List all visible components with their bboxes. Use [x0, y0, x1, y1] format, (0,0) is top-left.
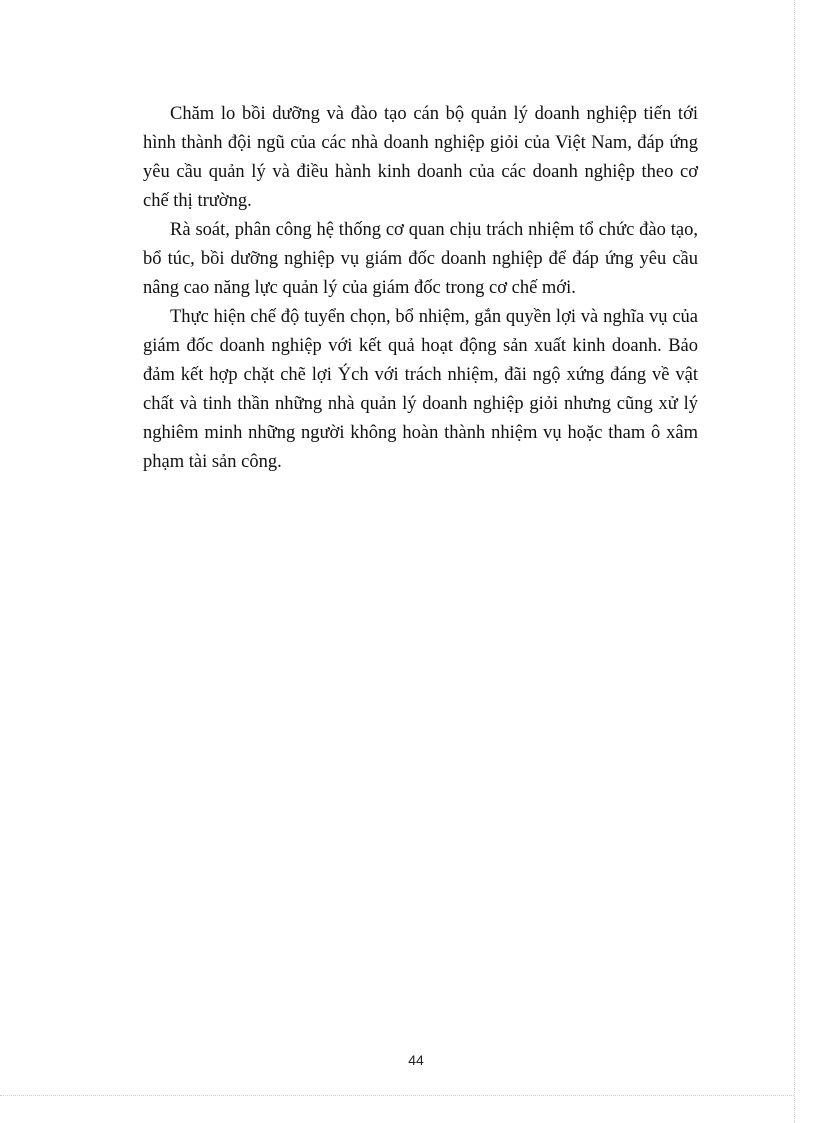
page-edge-right [794, 0, 795, 1123]
page-edge-bottom [0, 1095, 794, 1096]
body-text [143, 100, 698, 477]
paragraph-appointment: Thực hiện chế độ tuyển chọn, bổ nhiệm, gắn quyền lợi và nghĩa vụ của giám đốc doanh nghiệp với kết quả hoạt động sản xuất kinh doanh. Bảo đảm kết hợp chặt chẽ lợi Ých với trách nhiệm, đãi ngộ xứng đáng về vật chất và tinh thần những nhà quản lý doanh nghiệp giỏi nhưng cũng xử lý nghiêm minh những người không hoàn thành nhiệm vụ hoặc tham ô xâm phạm tài sản công. [143, 307, 698, 472]
paragraph-training: Chăm lo bồi dưỡng và đào tạo cán bộ quản lý doanh nghiệp tiến tới hình thành đội ngũ của các nhà doanh nghiệp giỏi của Việt Nam, đáp ứng yêu cầu quản lý và điều hành kinh doanh của các doanh nghiệp theo cơ chế thị trường. [143, 104, 698, 211]
paragraph-review: Rà soát, phân công hệ thống cơ quan chịu trách nhiệm tổ chức đào tạo, bổ túc, bồi dưỡng nghiệp vụ giám đốc doanh nghiệp để đáp ứng yêu cầu nâng cao năng lực quản lý của giám đốc trong cơ chế mới. [143, 220, 698, 298]
page-number: 44 [408, 1052, 424, 1068]
